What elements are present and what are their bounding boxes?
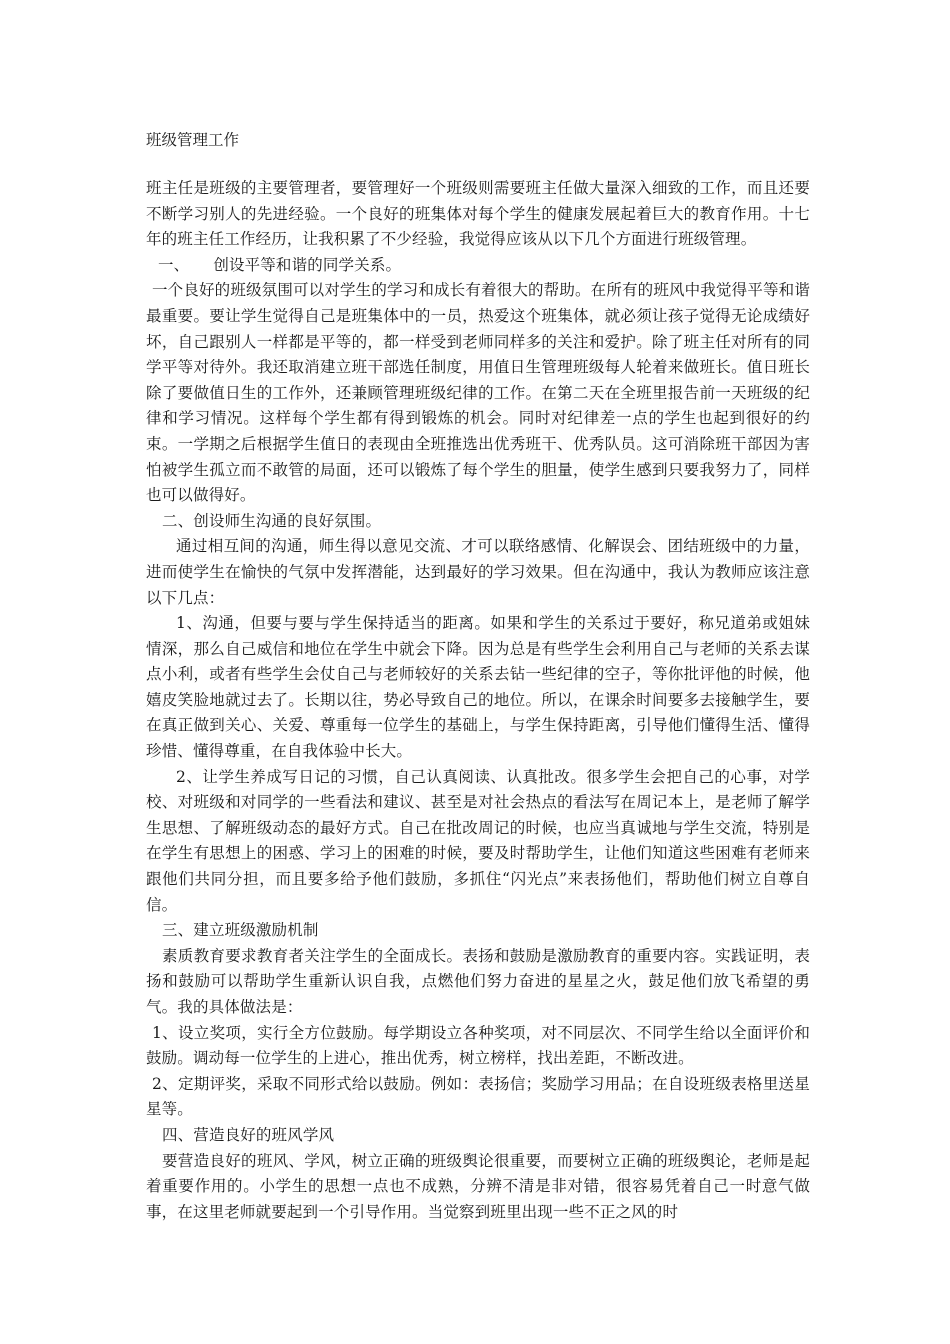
intro-paragraph: 班主任是班级的主要管理者，要管理好一个班级则需要班主任做大量深入细致的工作，而且还要不断学习别人的先进经验。一个良好的班集体对每个学生的健康发展起着巨大的教育作用。十七年的班主任工作经历，让我积累了不少经验，我觉得应该从以下几个方面进行班级管理。 (146, 179, 810, 249)
document-body (146, 176, 810, 1225)
section-2-paragraph: 通过相互间的沟通，师生得以意见交流、才可以联络感情、化解误会、团结班级中的力量，进而使学生在愉快的气氛中发挥潜能，达到最好的学习效果。但在沟通中，我认为教师应该注意以下几点： (146, 537, 810, 607)
section-heading-1 (146, 253, 810, 279)
section-1-paragraph: 一个良好的班级氛围可以对学生的学习和成长有着很大的帮助。在所有的班风中我觉得平等和谐最重要。要让学生觉得自己是班集体中的一员，热爱这个班集体，就必须让孩子觉得无论成绩好坏，自己跟别人一样都是平等的，都一样受到老师同样多的关注和爱护。除了班主任对所有的同学平等对待外。我还取消建立班干部选任制度，用值日生管理班级每人轮着来做班长。值日班长除了要做值日生的工作外，还兼顾管理班级纪律的工作。在第二天在全班里报告前一天班级的纪律和学习情况。这样每个学生都有得到锻炼的机会。同时对纪律差一点的学生也起到很好的约束。一学期之后根据学生值日的表现由全班推选出优秀班干、优秀队员。这可消除班干部因为害怕被学生孤立而不敢管的局面，还可以锻炼了每个学生的胆量，使学生感到只要我努力了，同样也可以做得好。 (146, 281, 810, 505)
section-heading-1-number: 一、 (158, 255, 190, 274)
section-3-point-2: 2、定期评奖，采取不同形式给以鼓励。例如：表扬信；奖励学习用品；在自设班级表格里送星星等。 (146, 1074, 810, 1119)
section-3-point-1: 1、设立奖项，实行全方位鼓励。每学期设立各种奖项，对不同层次、不同学生给以全面评价和鼓励。调动每一位学生的上进心，推出优秀，树立榜样，找出差距，不断改进。 (146, 1023, 810, 1068)
section-3-paragraph: 素质教育要求教育者关注学生的全面成长。表扬和鼓励是激励教育的重要内容。实践证明，表扬和鼓励可以帮助学生重新认识自我，点燃他们努力奋进的星星之火，鼓足他们放飞希望的勇气。我的具体做法是： (146, 946, 810, 1016)
document-title: 班级管理工作 (146, 131, 240, 149)
section-heading-2: 二、创设师生沟通的良好氛围。 (162, 511, 382, 530)
section-heading-1-text: 创设平等和谐的同学关系。 (213, 255, 402, 274)
section-4-paragraph: 要营造良好的班风、学风，树立正确的班级舆论很重要，而要树立正确的班级舆论，老师是起着重要作用的。小学生的思想一点也不成熟，分辨不清是非对错，很容易凭着自己一时意气做事，在这里老师就要起到一个引导作用。当觉察到班里出现一些不正之风的时 (146, 1151, 810, 1221)
section-2-point-2: 2、让学生养成写日记的习惯，自己认真阅读、认真批改。很多学生会把自己的心事，对学校、对班级和对同学的一些看法和建议、甚至是对社会热点的看法写在周记本上，是老师了解学生思想、了解班级动态的最好方式。自己在批改周记的时候，也应当真诚地与学生交流，特别是在学生有思想上的困惑、学习上的困难的时候，要及时帮助学生，让他们知道这些困难有老师来跟他们共同分担，而且要多给予他们鼓励，多抓住“闪光点”来表扬他们，帮助他们树立自尊自信。 (146, 767, 810, 914)
section-heading-4: 四、营造良好的班风学风 (162, 1125, 335, 1144)
section-heading-3: 三、建立班级激励机制 (162, 921, 319, 940)
section-2-point-1: 1、沟通，但要与要与学生保持适当的距离。如果和学生的关系过于要好，称兄道弟或姐妹情深，那么自己威信和地位在学生中就会下降。因为总是有些学生会利用自己与老师的关系去谋点小利，或者有些学生会仗自己与老师较好的关系去钻一些纪律的空子，等你批评他的时候，他嬉皮笑脸地就过去了。长期以往，势必导致自己的地位。所以，在课余时间要多去接触学生，要在真正做到关心、关爱、尊重每一位学生的基础上，与学生保持距离，引导他们懂得生活、懂得珍惜、懂得尊重，在自我体验中长大。 (146, 614, 810, 761)
